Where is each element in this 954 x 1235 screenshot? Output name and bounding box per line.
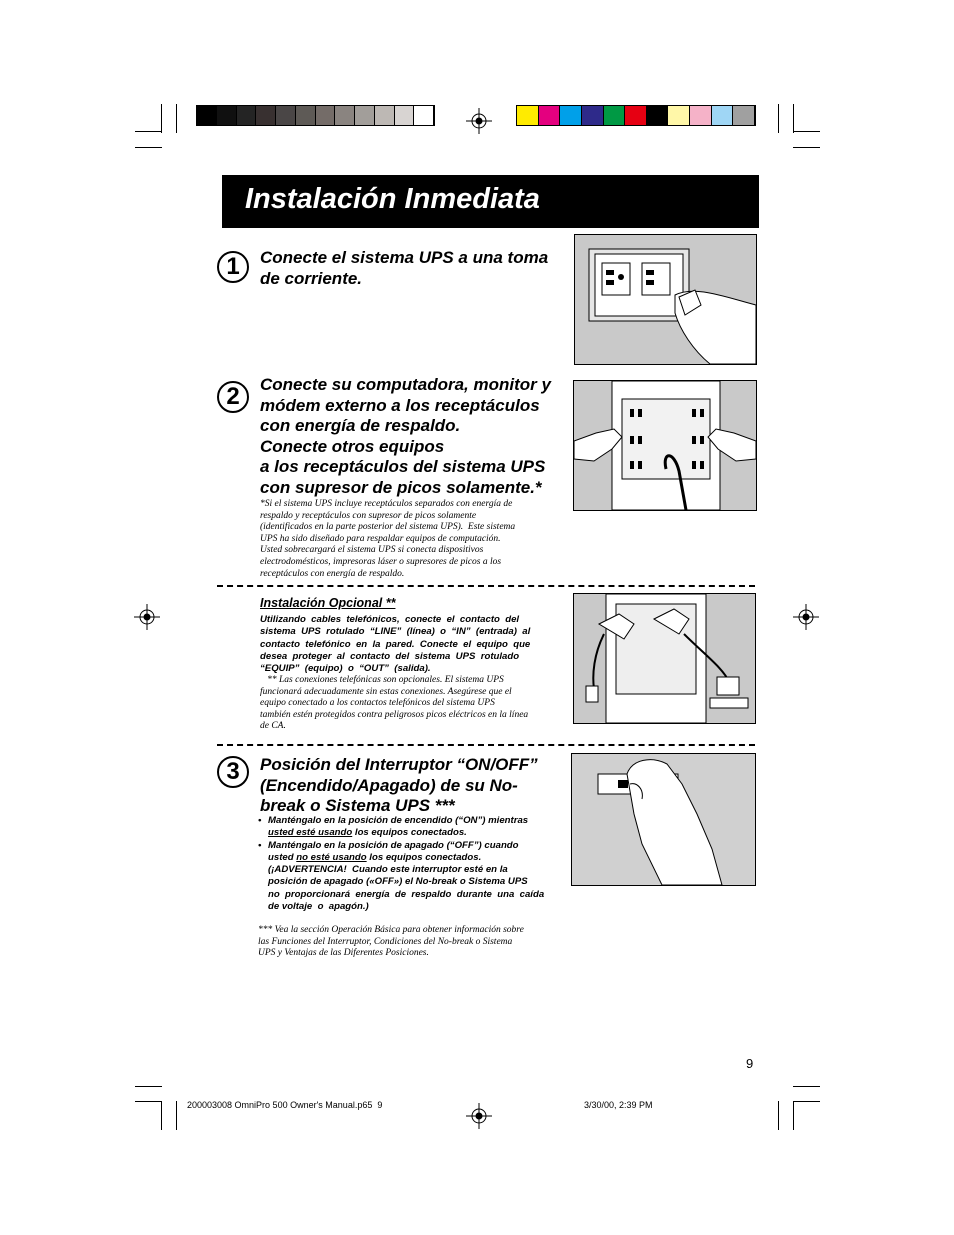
color-swatch	[647, 106, 669, 125]
text-line: Conecte otros equipos	[260, 436, 445, 456]
bullet-on	[258, 815, 558, 840]
text-line: funcionará adecuadamente sin estas conexiones. Asegúrese que el	[260, 686, 512, 697]
color-swatch	[217, 106, 237, 125]
color-swatch	[539, 106, 561, 125]
power-switch-illustration	[571, 753, 756, 886]
step-2-footnote	[260, 499, 560, 580]
timestamp: 3/30/00, 2:39 PM	[584, 1100, 653, 1110]
registration-mark-icon	[134, 604, 160, 630]
text-line: Utilizando cables telefónicos, conecte el contacto del	[260, 614, 520, 625]
step-3-instructions	[258, 815, 558, 913]
color-swatch	[560, 106, 582, 125]
underlined-text: usted esté usando	[268, 827, 353, 839]
text-line: *** Vea la sección Operación Básica para obtener información sobre	[258, 925, 524, 935]
text-line: desea proteger al contacto del sistema UPS rotulado	[260, 650, 520, 662]
gray-calibration-bar	[196, 105, 435, 126]
optional-heading: Instalación Opcional **	[260, 596, 396, 610]
file-page: 9	[377, 1100, 383, 1110]
step-1-heading-line: de corriente.	[260, 269, 363, 288]
color-swatch	[256, 106, 276, 125]
color-swatch	[712, 106, 734, 125]
color-swatch	[625, 106, 647, 125]
text-line: de voltaje o apagón.)	[268, 901, 369, 913]
color-swatch	[604, 106, 626, 125]
text-line: Usted sobrecargará el sistema UPS si conecta dispositivos	[260, 545, 484, 556]
color-swatch	[335, 106, 355, 125]
page-number: 9	[746, 1056, 754, 1071]
step-3-footnote	[258, 925, 558, 960]
text-line: también estén protegidos contra peligrosos picos eléctricos en la línea	[260, 709, 529, 720]
text-line: respaldo y receptáculos con supresor de picos solamente	[260, 510, 477, 521]
text-line: con energía de respaldo.	[260, 416, 461, 436]
title-banner	[222, 175, 759, 228]
file-name: 200003008 OmniPro 500 Owner's Manual.p65	[187, 1100, 373, 1110]
text-line: “EQUIP” (equipo) o “OUT” (salida).	[260, 663, 431, 675]
text-line: (identificados en la parte posterior del sistema UPS). Este sistema	[260, 522, 516, 533]
color-swatch	[276, 106, 296, 125]
text-line: las Funciones del Interruptor, Condiciones del No-break o Sistema	[258, 936, 513, 947]
color-swatch	[517, 106, 539, 125]
bullet-text: los equipos conectados.	[366, 851, 482, 863]
color-swatch	[316, 106, 336, 125]
color-swatch	[582, 106, 604, 125]
ups-receptacles-illustration	[573, 380, 757, 511]
page-title: Instalación Inmediata	[245, 183, 540, 215]
text-line: no proporcionará energía de respaldo durante una caída	[268, 888, 545, 900]
text-line: posición de apagado («OFF») el No-break o Sistema UPS	[268, 876, 528, 888]
section-divider	[217, 744, 755, 746]
registration-mark-icon	[793, 604, 819, 630]
file-info	[187, 1100, 382, 1110]
bullet-text: los equipos conectados.	[352, 827, 467, 839]
bullet-off	[258, 840, 558, 914]
optional-instructions	[260, 614, 560, 675]
bullet-text: usted	[268, 851, 297, 863]
color-swatch	[690, 106, 712, 125]
text-line: de CA.	[260, 721, 286, 732]
text-line: con supresor de picos solamente.*	[260, 477, 542, 497]
underlined-text: no esté usando	[296, 851, 367, 863]
color-calibration-bar	[516, 105, 756, 126]
color-swatch	[197, 106, 217, 125]
step-1-heading	[260, 247, 560, 289]
wall-outlet-illustration	[574, 234, 757, 365]
color-swatch	[237, 106, 257, 125]
text-line: sistema UPS rotulado “LINE” (línea) o “IN” (entrada) al	[260, 626, 531, 638]
warning-text	[268, 864, 558, 913]
color-swatch	[414, 106, 434, 125]
step-1-heading-line: Conecte el sistema UPS a una toma	[260, 248, 549, 267]
color-swatch	[395, 106, 415, 125]
color-swatch	[375, 106, 395, 125]
color-swatch	[668, 106, 690, 125]
section-divider	[217, 585, 755, 587]
color-swatch	[355, 106, 375, 125]
step-2-number: 2	[217, 381, 249, 413]
text-line: break o Sistema UPS ***	[260, 796, 455, 815]
step-3-heading	[260, 755, 570, 817]
text-line: receptáculos con energía de respaldo.	[260, 568, 405, 579]
registration-mark-icon	[466, 1103, 492, 1129]
text-line: UPS y Ventajas de las Diferentes Posiciones.	[258, 948, 429, 959]
step-1-number: 1	[217, 251, 249, 283]
text-line: (Encendido/Apagado) de su No-	[260, 775, 518, 795]
text-line: *Si el sistema UPS incluye receptáculos separados con energía de	[260, 499, 513, 509]
phone-line-illustration	[573, 593, 756, 724]
bullet-text: Manténgalo en la posición de encendido (“ON”) mientras	[268, 815, 529, 826]
step-3-number: 3	[217, 756, 249, 788]
optional-footnote	[260, 675, 560, 733]
text-line: módem externo a los receptáculos	[260, 395, 540, 415]
step-2-heading	[260, 375, 570, 499]
bullet-text: Manténgalo en la posición de apagado (“OFF”) cuando	[268, 839, 519, 851]
text-line: Conecte su computadora, monitor y	[260, 375, 551, 394]
text-line: (¡ADVERTENCIA! Cuando este interruptor esté en la	[268, 864, 508, 876]
text-line: Posición del Interruptor “ON/OFF”	[260, 755, 538, 774]
color-swatch	[296, 106, 316, 125]
text-line: ** Las conexiones telefónicas son opcionales. El sistema UPS	[260, 675, 504, 685]
text-line: UPS ha sido diseñado para respaldar equipos de computación.	[260, 533, 501, 544]
color-swatch	[733, 106, 755, 125]
text-line: electrodomésticos, impresoras láser o supresores de picos a los	[260, 556, 502, 567]
text-line: equipo conectado a los contactos telefónicos del sistema UPS	[260, 698, 495, 709]
text-line: contacto telefónico en la pared. Conecte el equipo que	[260, 638, 531, 650]
registration-mark-icon	[466, 108, 492, 134]
text-line: a los receptáculos del sistema UPS	[260, 457, 546, 477]
